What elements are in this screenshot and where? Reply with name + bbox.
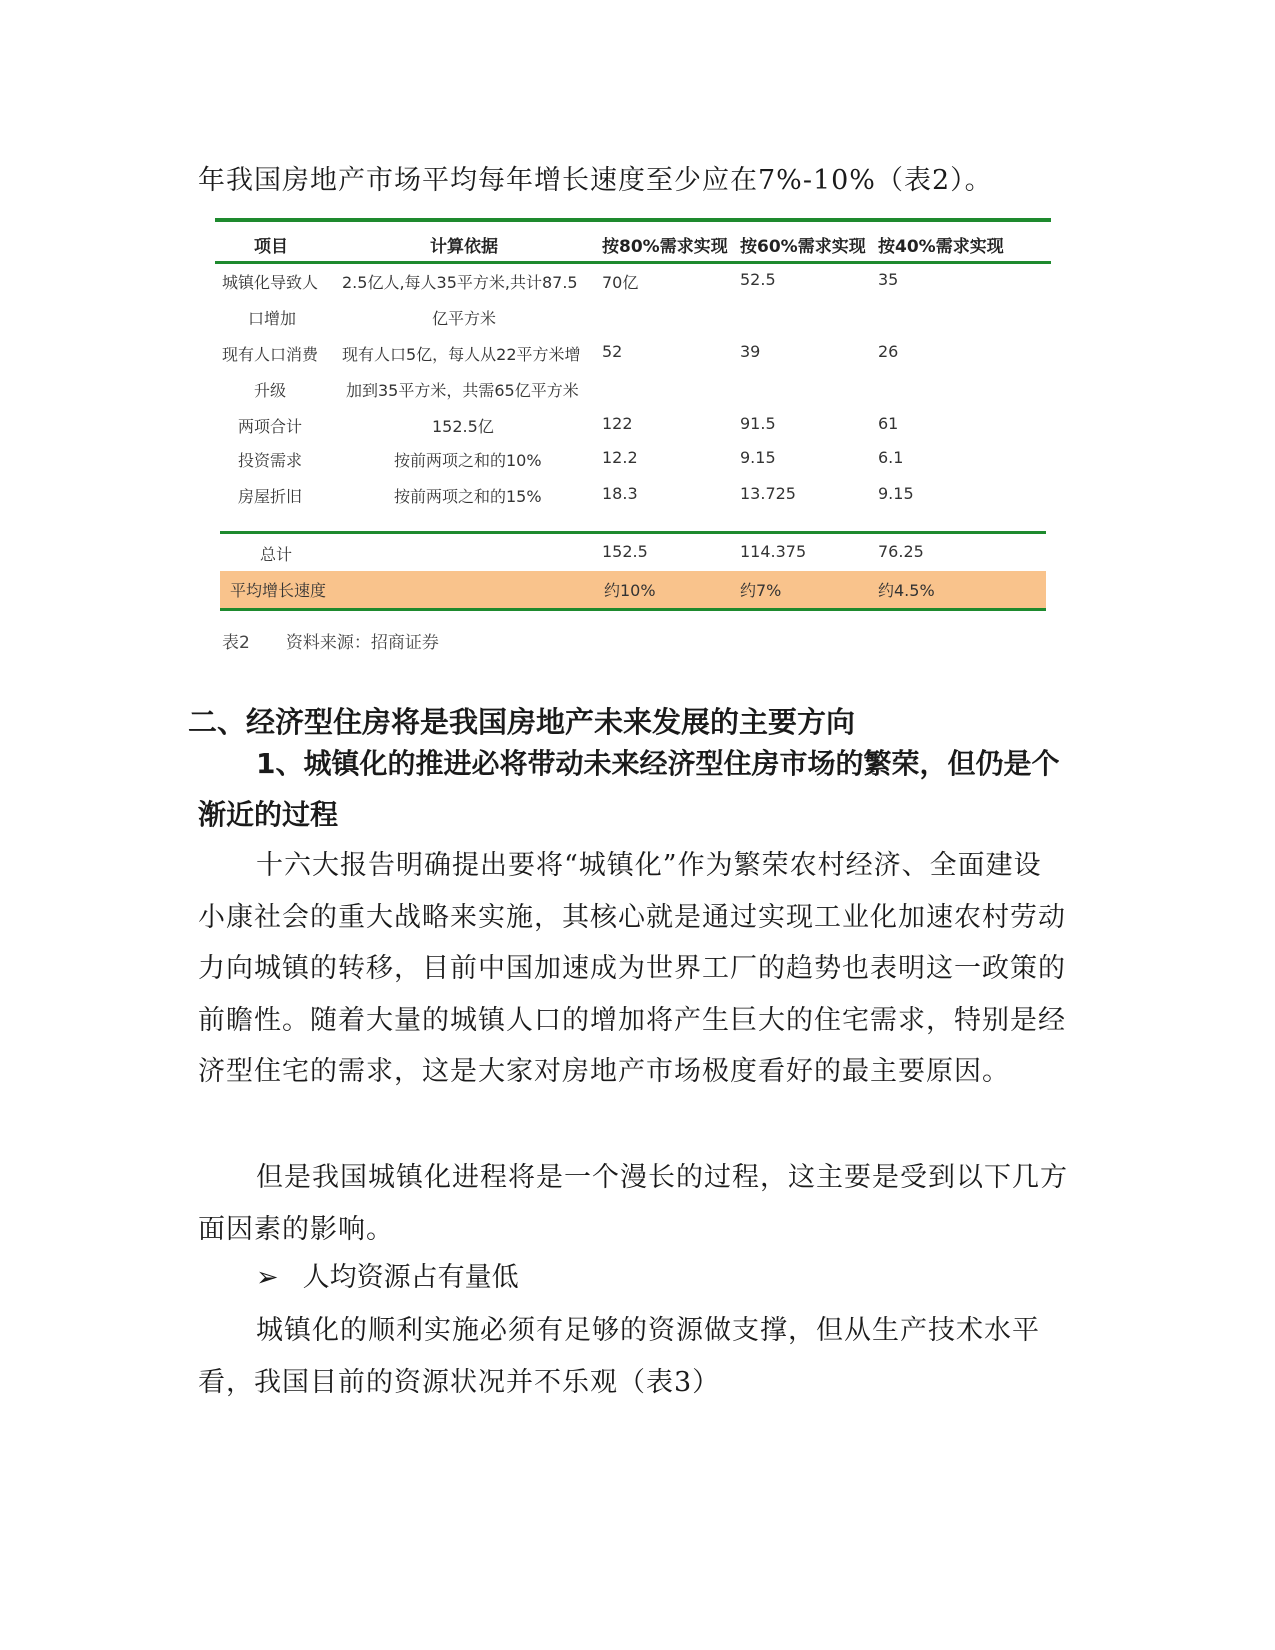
row3-v60: 91.5 [740,414,776,433]
row2-v60: 39 [740,342,761,361]
header-basis: 计算依据 [430,237,498,257]
paragraph-1: 十六大报告明确提出要将“城镇化”作为繁荣农村经济、全面建设小康社会的重大战略来实施，其核心就是通过实现工业化加速农村劳动力向城镇的转移，目前中国加速成为世界工厂的趋势也表明这一政策的前瞻性。随着大量的城镇人口的增加将产生巨大的住宅需求，特别是经济型住宅的需求，这是大家对房地产市场极度看好的最主要原因。 [198,850,1066,1087]
row1-item-line2: 口增加 [248,309,297,328]
bullet-item [256,1255,519,1294]
row2-basis-line1: 现有人口5亿，每人从22平方米增 [342,345,581,364]
row1-item-line1: 城镇化导致人 [222,273,319,292]
growth-v40: 约4.5% [878,581,935,600]
row1-basis-line1: 2.5亿人,每人35平方米,共计87.5 [342,273,578,292]
row2-v80: 52 [602,342,623,361]
row4-basis: 按前两项之和的10% [394,451,542,470]
row4-v40: 6.1 [878,448,904,467]
table-header-rule [215,261,1051,264]
total-v40: 76.25 [878,542,924,561]
header-80: 按80%需求实现 [602,237,728,257]
bullet-text: 人均资源占有量低 [302,1262,519,1293]
growth-v80: 约10% [604,581,656,600]
row5-v40: 9.15 [878,484,914,503]
row5-v80: 18.3 [602,484,638,503]
table-top-rule [215,218,1051,222]
growth-v60: 约7% [740,581,782,600]
row5-v60: 13.725 [740,484,796,503]
row5-item: 房屋折旧 [238,487,303,506]
row1-v40: 35 [878,270,899,289]
growth-label: 平均增长速度 [230,581,327,600]
intro-text: 年我国房地产市场平均每年增长速度至少应在7%-10%（表2）。 [198,165,993,196]
row1-basis-line2: 亿平方米 [432,309,497,328]
row4-v80: 12.2 [602,448,638,467]
header-60: 按60%需求实现 [740,237,866,257]
row5-basis: 按前两项之和的15% [394,487,542,506]
row1-v60: 52.5 [740,270,776,289]
total-v80: 152.5 [602,542,648,561]
total-v60: 114.375 [740,542,807,561]
caption-source: 资料来源：招商证券 [285,633,439,653]
header-40: 按40%需求实现 [878,237,1004,257]
section-heading: 二、经济型住房将是我国房地产未来发展的主要方向 [188,705,856,739]
row3-v40: 61 [878,414,899,433]
table-caption [222,628,475,653]
arrow-bullet-icon: ➢ [256,1262,279,1293]
row3-v80: 122 [602,414,633,433]
row2-item-line1: 现有人口消费 [222,345,319,364]
row2-basis-line2: 加到35平方米，共需65亿平方米 [346,381,579,400]
row4-item: 投资需求 [238,451,303,470]
row2-v40: 26 [878,342,899,361]
row1-v80: 70亿 [602,273,639,292]
table-bottom-rule [220,608,1046,611]
header-item: 项目 [254,237,288,257]
paragraph-2: 但是我国城镇化进程将是一个漫长的过程，这主要是受到以下几方面因素的影响。 [198,1162,1068,1245]
row4-v60: 9.15 [740,448,776,467]
caption-label: 表2 [222,633,250,653]
paragraph-3: 城镇化的顺利实施必须有足够的资源做支撑，但从生产技术水平看，我国目前的资源状况并不乐观（表3） [198,1315,1040,1398]
row2-item-line2: 升级 [254,381,287,400]
total-label: 总计 [260,545,293,564]
table-total-rule [220,531,1046,534]
row3-item: 两项合计 [238,417,303,436]
subsection-heading: 1、城镇化的推进必将带动未来经济型住房市场的繁荣，但仍是个渐近的过程 [198,747,1060,831]
row3-basis: 152.5亿 [432,417,494,436]
